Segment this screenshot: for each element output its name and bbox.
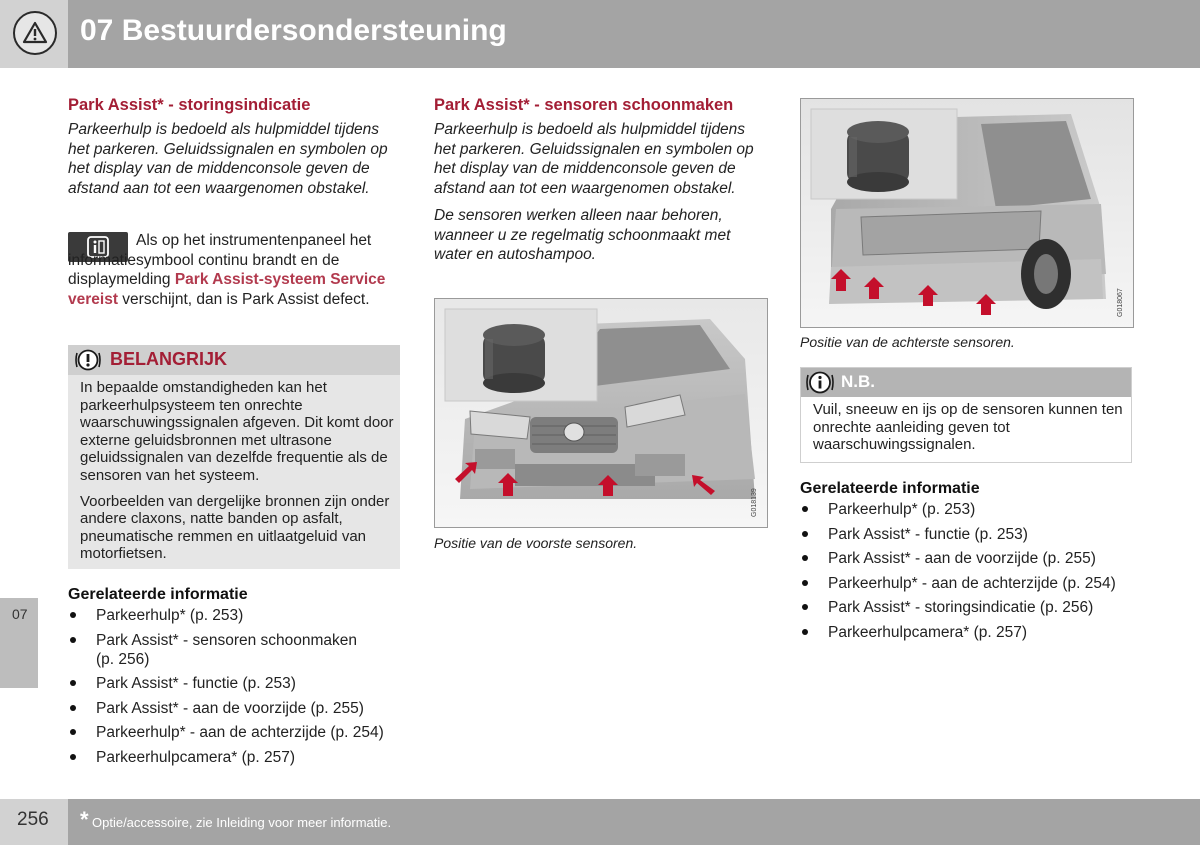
nb-box — [800, 367, 1132, 463]
front-car-illustration — [435, 299, 768, 528]
important-paragraph-2: Voorbeelden van dergelijke bronnen zijn onder andere claxons, natte banden op asfalt, pneumatische remmen en uitlaatgeluid van motorfietsen. — [80, 492, 390, 563]
chapter-title: 07 Bestuurdersondersteuning — [80, 14, 507, 47]
right-related — [800, 480, 1140, 647]
related-link[interactable]: Park Assist* - functie (p. 253) — [68, 674, 404, 693]
info-text-pre: Als op het instrumentenpaneel het informatiesymbool continu brandt en de displaymelding — [68, 232, 372, 288]
related-link[interactable]: Park Assist* - functie (p. 253) — [800, 525, 1140, 544]
left-related — [68, 586, 404, 772]
footnote-text: Optie/accessoire, zie Inleiding voor meer informatie. — [92, 815, 392, 830]
rear-figure-caption: Positie van de achterste sensoren. — [800, 334, 1015, 350]
cleaning-paragraph: De sensoren werken alleen naar behoren, wanneer u ze regelmatig schoonmaakt met water en autoshampoo. — [434, 207, 731, 263]
page-number: 256 — [17, 809, 49, 830]
important-paragraph-1: In bepaalde omstandigheden kan het parkeerhulpsysteem ten onrechte waarschuwingssignalen afgeven. Dit komt door externe geluidsbronnen met ultrasone geluidssignalen van dezelfde frequentie als de sensoren van het systeem. — [80, 379, 394, 484]
important-body — [80, 379, 394, 571]
rear-sensors-figure — [800, 98, 1134, 328]
header-bar — [68, 0, 1200, 68]
related-title: Gerelateerde informatie — [800, 480, 980, 497]
middle-column — [434, 96, 774, 265]
chapter-tab-label: 07 — [12, 606, 28, 622]
important-label: BELANGRIJK — [110, 349, 228, 369]
exclamation-icon — [74, 348, 102, 372]
related-link[interactable]: Park Assist* - aan de voorzijde (p. 255) — [68, 699, 404, 718]
related-link[interactable]: Parkeerhulp* (p. 253) — [800, 500, 1140, 519]
left-column — [68, 96, 404, 198]
related-link[interactable]: Park Assist* - sensoren schoonmaken (p. 256) — [68, 631, 404, 669]
related-list — [800, 500, 1140, 642]
important-box — [68, 345, 400, 569]
figure-code: G018139 — [751, 488, 758, 517]
section-title-storingsindicatie: Park Assist* - storingsindicatie — [68, 96, 311, 114]
intro-paragraph: Parkeerhulp is bedoeld als hulpmiddel tijdens het parkeren. Geluidssignalen en symbolen op het display van de middenconsole geven de afstand aan tot een waargenomen obstakel. — [68, 121, 388, 197]
related-link[interactable]: Parkeerhulp* - aan de achterzijde (p. 254) — [68, 723, 404, 742]
related-link[interactable]: Parkeerhulpcamera* (p. 257) — [68, 748, 404, 767]
footer-bar — [68, 799, 1200, 845]
nb-header — [801, 368, 1131, 397]
section-title-schoonmaken: Park Assist* - sensoren schoonmaken — [434, 96, 734, 114]
footnote-star: * — [80, 807, 89, 832]
related-link[interactable]: Parkeerhulp* (p. 253) — [68, 606, 404, 625]
front-sensors-figure — [434, 298, 768, 528]
intro-paragraph: Parkeerhulp is bedoeld als hulpmiddel tijdens het parkeren. Geluidssignalen en symbolen op het display van de middenconsole geven de afstand aan tot een waargenomen obstakel. — [434, 121, 754, 197]
important-header — [68, 345, 400, 375]
rear-car-illustration — [801, 99, 1134, 328]
header-icon-area — [0, 0, 68, 68]
front-figure-caption: Positie van de voorste sensoren. — [434, 535, 638, 551]
related-link[interactable]: Park Assist* - aan de voorzijde (p. 255) — [800, 549, 1140, 568]
nb-text: Vuil, sneeuw en ijs op de sensoren kunnen ten onrechte aanleiding geven tot waarschuwingssignalen. — [813, 401, 1123, 453]
figure-code: G018067 — [1117, 288, 1124, 317]
related-link[interactable]: Parkeerhulpcamera* (p. 257) — [800, 623, 1140, 642]
nb-label: N.B. — [841, 372, 875, 391]
related-title: Gerelateerde informatie — [68, 586, 248, 603]
info-paragraph — [68, 231, 400, 309]
chapter-tab — [0, 598, 38, 688]
related-link[interactable]: Parkeerhulp* - aan de achterzijde (p. 254) — [800, 574, 1140, 593]
related-list — [68, 606, 404, 767]
info-icon — [805, 370, 835, 395]
related-link[interactable]: Park Assist* - storingsindicatie (p. 256) — [800, 598, 1140, 617]
warning-triangle-icon — [13, 11, 57, 55]
display-message: Park Assist-systeem Service vereist — [68, 271, 386, 308]
footer-page-area — [0, 799, 68, 845]
info-text-post: verschijnt, dan is Park Assist defect. — [117, 290, 370, 308]
